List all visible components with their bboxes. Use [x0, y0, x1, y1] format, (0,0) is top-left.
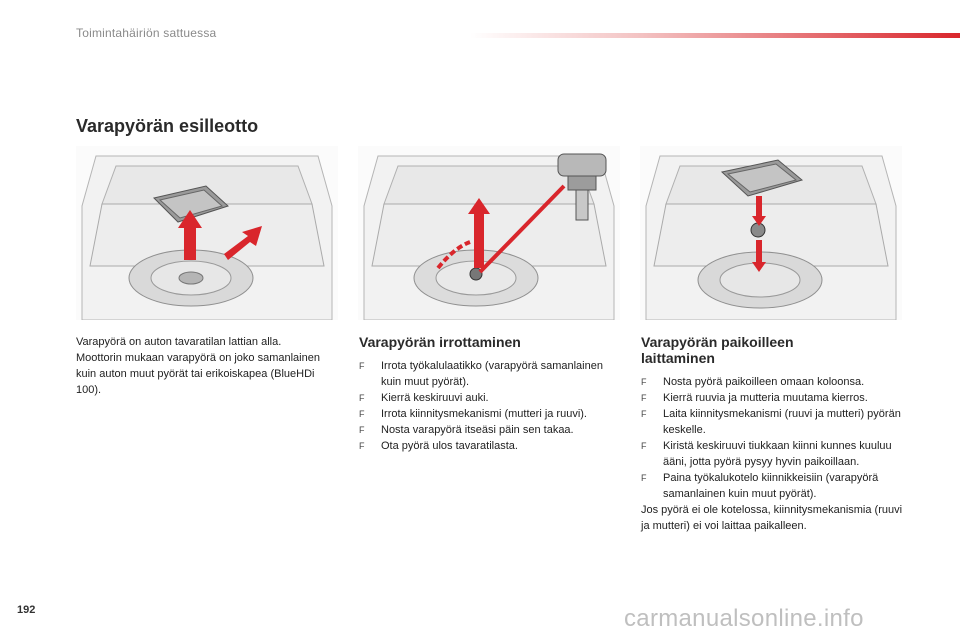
refit-title: Varapyörän paikoilleen laittaminen — [641, 334, 794, 366]
page-number: 192 — [17, 604, 36, 616]
bullet-icon: F — [359, 409, 365, 419]
illustration-refit-wheel — [640, 146, 902, 320]
list-item: F Laita kiinnitysmekanismi (ruuvi ja mutteri) pyörän keskelle. — [641, 408, 901, 436]
bullet-icon: F — [359, 441, 365, 451]
removal-title: Varapyörän irrottaminen — [359, 334, 521, 350]
list-item: F Kierrä ruuvia ja mutteria muutama kierros. — [641, 392, 868, 404]
list-item: F Nosta pyörä paikoilleen omaan koloonsa. — [641, 376, 865, 388]
bullet-icon: F — [641, 409, 647, 419]
list-item: F Irrota työkalulaatikko (varapyörä samanlainen kuin muut pyörät). — [359, 360, 603, 388]
list-item: F Kierrä keskiruuvi auki. — [359, 392, 489, 404]
intro-text: Varapyörä on auton tavaratilan lattian alla. Moottorin mukaan varapyörä on joko samanlainen kuin auton muut pyörät tai erikoiskapea (BlueHDi 100). — [76, 336, 320, 396]
bullet-icon: F — [359, 393, 365, 403]
header-accent-bar — [470, 33, 960, 38]
watermark: carmanualsonline.info — [624, 605, 864, 632]
refit-note: Jos pyörä ei ole kotelossa, kiinnitysmekanismia (ruuvi ja mutteri) ei voi laittaa paikalleen. — [641, 504, 903, 532]
bullet-icon: F — [641, 377, 647, 387]
bullet-icon: F — [641, 473, 647, 483]
trunk-drawing-1 — [76, 146, 338, 320]
illustration-unscrew-bolt — [358, 146, 620, 320]
header-title: Toimintahäiriön sattuessa — [76, 26, 217, 40]
trunk-drawing-3 — [640, 146, 902, 320]
list-item: F Irrota kiinnitysmekanismi (mutteri ja ruuvi). — [359, 408, 587, 420]
bullet-icon: F — [359, 425, 365, 435]
bullet-icon: F — [359, 361, 365, 371]
list-item: F Ota pyörä ulos tavaratilasta. — [359, 440, 518, 452]
refit-steps — [641, 374, 907, 502]
list-item: F Kiristä keskiruuvi tiukkaan kiinni kunnes kuuluu ääni, jotta pyörä pysyy hyvin paikoillaan. — [641, 440, 892, 468]
intro-column — [76, 334, 326, 398]
refit-column — [641, 334, 907, 534]
list-item: F Paina työkalukotelo kiinnikkeisiin (varapyörä samanlainen kuin muut pyörät). — [641, 472, 879, 500]
list-item: F Nosta varapyörä itseäsi päin sen takaa. — [359, 424, 574, 436]
section-title: Varapyörän esilleotto — [76, 116, 259, 136]
removal-steps — [359, 358, 625, 454]
trunk-drawing-2 — [358, 146, 620, 320]
illustration-remove-toolbox — [76, 146, 338, 320]
bullet-icon: F — [641, 393, 647, 403]
bullet-icon: F — [641, 441, 647, 451]
removal-column — [359, 334, 625, 454]
